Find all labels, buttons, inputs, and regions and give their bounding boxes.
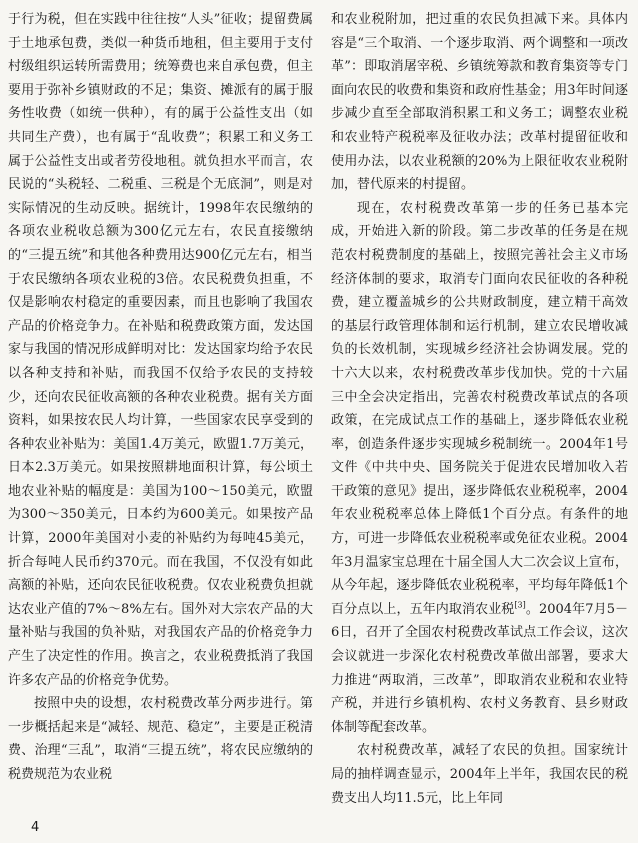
right-paragraph-2 [331, 197, 628, 740]
citation-marker: [3] [514, 600, 526, 610]
right-text-column [331, 8, 628, 843]
right-paragraph-2-text-a: 现在，农村税费改革第一步的任务已基本完成，开始进入新的阶段。第二步改革的任务是在规范农村税费制度的基础上，按照完善社会主义市场经济体制的要求，取消专门面向农民征收的各种税费，建立覆盖城乡的公共财政制度，建立精干高效的基层行政管理体制和运行机制，建立农民增收减负的长效机制，实现城乡经济社会协调发展。党的十六大以来，农村税费改革步伐加快。党的十六届三中全会决定指出，完善农村税费改革试点的各项政策，在完成试点工作的基础上，逐步降低农业税率，创造条件逐步实现城乡税制统一。2004年1号文件《中共中央、国务院关于促进农民增加收入若干政策的意见》提出，逐步降低农业税税率，2004年农业税税率总体上降低1个百分点。有条件的地方，可进一步降低农业税税率或免征农业税。2004年3月温家宝总理在十届全国人大二次会议上宣布，从今年起，逐步降低农业税税率，平均每年降低1个百分点以上，五年内取消农业税 [331, 200, 628, 617]
left-paragraph-2: 按照中央的设想，农村税费改革分两步进行。第一步概括起来是“减轻、规范、稳定”，主要是正税清费、治理“三乱”，取消“三提五统”，将农民应缴纳的税费规范为农业税 [8, 696, 313, 782]
right-paragraph-2-text-b: 。2004年7月5－6日，召开了全国农村税费改革试点工作会议，这次会议就进一步深化农村税费改革做出部署，要求大力推进“两取消，三改革”，即取消农业税和农业特产税，并进行乡镇机构、农村义务教育、县乡财政体制等配套改革。 [331, 601, 628, 735]
left-text-column [8, 8, 313, 813]
page-number: 4 [31, 820, 40, 835]
right-paragraph-3: 农村税费改革，减轻了农民的负担。国家统计局的抽样调查显示，2004年上半年，我国农民的税费支出人均11.5元，比上年同 [331, 743, 628, 806]
right-paragraph-1: 和农业税附加，把过重的农民负担减下来。具体内容是“三个取消、一个逐步取消、两个调整和一项改革”：即取消屠宰税、乡镇统筹款和教育集资等专门面向农民的收费和集资和政府性基金；用3年时间逐步减少直至全部取消积累工和义务工；调整农业税和农业特产税税率及征收办法；改革村提留征收和使用办法，以农业税额的20%为上限征收农业税附加，替代原来的村提留。 [331, 12, 628, 193]
left-paragraph-1: 于行为税，但在实践中往往按“人头”征收；提留费属于土地承包费，类似一种货币地租，但主要用于支付村级组织运转所需费用；统筹费也来自承包费，但主要用于弥补乡镇财政的不足；集资、摊派有的属于服务性收费（如统一供种），有的属于公益性支出（如共同生产费），也有属于“乱收费”；积累工和义务工属于公益性支出或者劳役地租。就负担水平而言，农民说的“头税轻、二税重、三税是个无底洞”，则是对实际情况的生动反映。据统计，1998年农民缴纳的各项农业税收总额为300亿元左右，农民直接缴纳的“三提五统”和其他各种费用达900亿元左右，相当于农民缴纳各项农业税的3倍。农民税费负担重，不仅是影响农村稳定的重要因素，而且也影响了我国农产品的价格竞争力。在补贴和税费政策方面，发达国家与我国的情况形成鲜明对比：发达国家均给予农民以各种支持和补贴，而我国不仅给予农民的支持较少，还向农民征收高额的各种农业税费。据有关方面资料，如果按农民人均计算，一些国家农民享受到的各种农业补贴为：美国1.4万美元，欧盟1.7万美元，日本2.3万美元。如果按照耕地面积计算，每公顷土地农业补贴的幅度是：美国为100～150美元，欧盟为300～350美元，日本约为600美元。如果按产品计算，2000年美国对小麦的补贴约为每吨45美元，折合每吨人民币约370元。而在我国，不仅没有如此高额的补贴，还向农民征收税费。仅农业税费负担就达农业产值的7%～8%左右。国外对大宗农产品的大量补贴与我国的负补贴，对我国农产品的价格竞争力产生了决定性的作用。换言之，农业税费抵消了我国许多农产品的价格竞争优势。 [8, 12, 313, 688]
